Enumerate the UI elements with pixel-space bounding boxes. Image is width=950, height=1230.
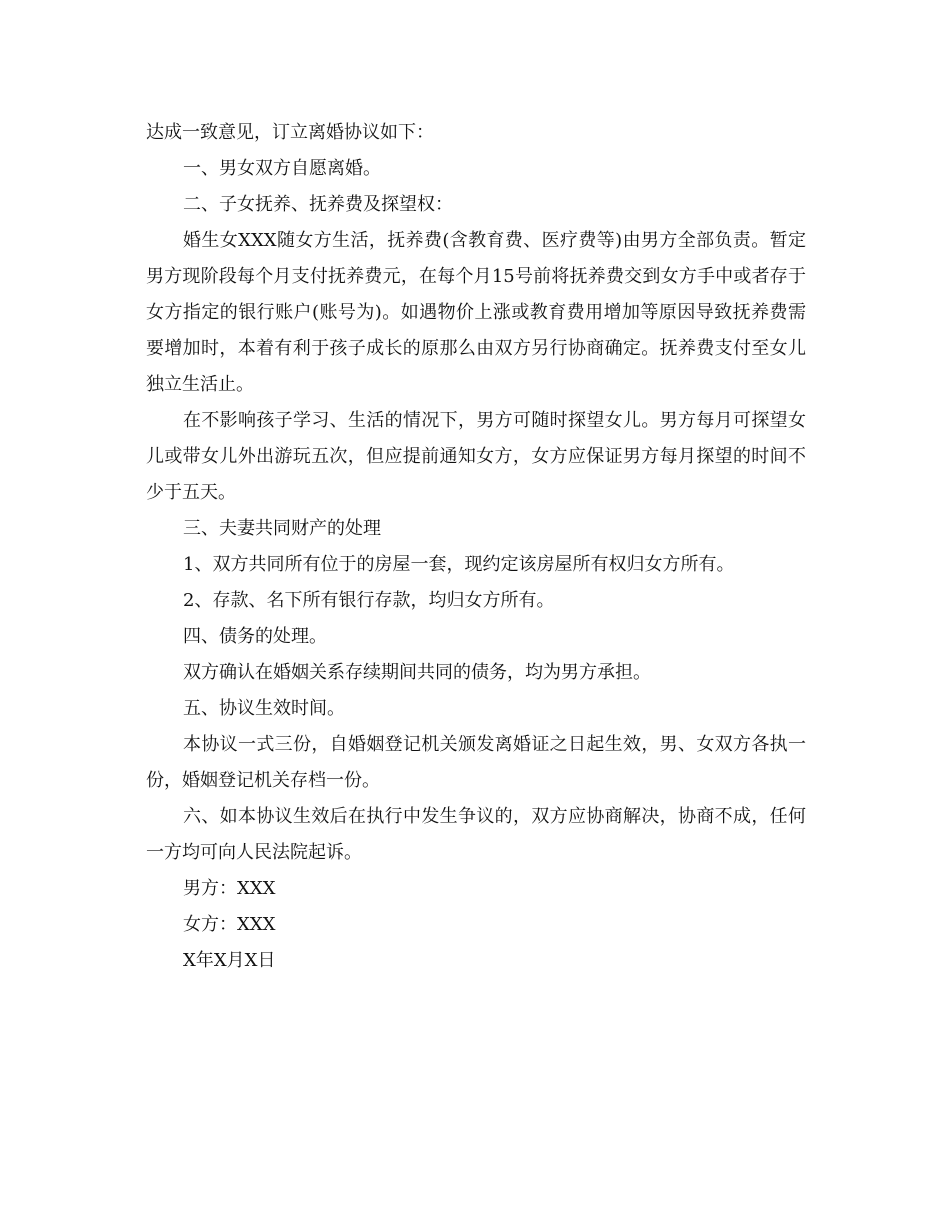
property-item-2: 2、存款、名下所有银行存款，均归女方所有。 — [183, 590, 555, 611]
female-signature: 女方：XXX — [183, 914, 276, 935]
document-body — [146, 115, 806, 979]
child-support-paragraph: 婚生女XXX随女方生活，抚养费(含教育费、医疗费等)由男方全部负责。暂定男方现阶段每个月支付抚养费元，在每个月15号前将抚养费交到女方手中或者存于女方指定的银行账户(账号为)。如遇物价上涨或教育费用增加等原因导致抚养费需要增加时，本着有利于孩子成长的原那么由双方另行协商确定。抚养费支付至女儿独立生活止。 — [146, 230, 806, 395]
clause-4-heading: 四、债务的处理。 — [183, 626, 327, 647]
effective-paragraph: 本协议一式三份，自婚姻登记机关颁发离婚证之日起生效，男、女双方各执一份，婚姻登记机关存档一份。 — [146, 734, 806, 791]
clause-3-heading: 三、夫妻共同财产的处理 — [183, 518, 381, 539]
male-signature: 男方：XXX — [183, 878, 276, 899]
clause-5-heading: 五、协议生效时间。 — [183, 698, 345, 719]
debt-paragraph: 双方确认在婚姻关系存续期间共同的债务，均为男方承担。 — [183, 662, 651, 683]
visitation-paragraph: 在不影响孩子学习、生活的情况下，男方可随时探望女儿。男方每月可探望女儿或带女儿外出游玩五次，但应提前通知女方，女方应保证男方每月探望的时间不少于五天。 — [146, 410, 806, 503]
clause-1-heading: 一、男女双方自愿离婚。 — [183, 158, 381, 179]
clause-2-heading: 二、子女抚养、抚养费及探望权： — [183, 194, 453, 215]
property-item-1: 1、双方共同所有位于的房屋一套，现约定该房屋所有权归女方所有。 — [183, 554, 735, 575]
clause-6-paragraph: 六、如本协议生效后在执行中发生争议的，双方应协商解决，协商不成，任何一方均可向人民法院起诉。 — [146, 806, 806, 863]
signature-date: X年X月X日 — [183, 950, 276, 971]
intro-line: 达成一致意见，订立离婚协议如下： — [146, 122, 434, 143]
